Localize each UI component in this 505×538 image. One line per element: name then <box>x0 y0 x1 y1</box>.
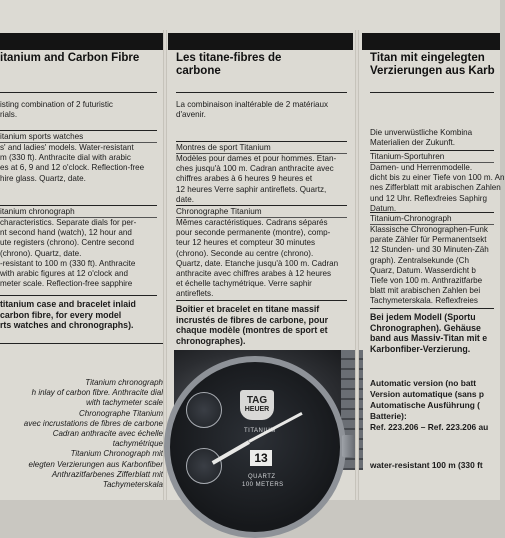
body-line: -resistant to 100 m (330 ft). Anthracite <box>0 258 136 268</box>
bold-line: band aus Massiv-Titan mit e <box>370 333 488 344</box>
body-line: Klassische Chronographen-Funk <box>370 225 488 234</box>
french-chrono-section <box>176 205 347 300</box>
body-line: anthracite avec chiffres arabes à 12 heures <box>176 269 332 279</box>
caption-line: Chronographe Titanium <box>79 408 163 418</box>
body-line: Quartz, date. Etanche jusqu'à 100 m. Cadran <box>176 258 339 268</box>
header-bar <box>0 33 163 50</box>
caption-line: with tachymeter scale <box>86 398 163 408</box>
body-line: meter scale. Reflection-free sapphire <box>0 279 133 289</box>
english-caption <box>0 343 163 490</box>
french-intro <box>176 100 347 120</box>
body-line: pour seconde permanente (montre), comp- <box>176 228 331 238</box>
german-automatic-section <box>370 378 494 433</box>
german-sports-section <box>370 150 505 214</box>
bold-line: carbon fibre, for every model <box>0 309 122 320</box>
caption-line: Anthrazitfarbenes Zifferblatt mit <box>51 469 163 479</box>
french-sports-section <box>176 141 347 205</box>
french-intro-rule <box>176 92 347 93</box>
body-line: parate Zähler für Permanentsekt <box>370 235 487 245</box>
german-title <box>370 52 500 78</box>
body-line: Datum. <box>370 203 397 213</box>
subdial <box>186 448 222 484</box>
caption-line: Titanium chronograph <box>85 378 163 387</box>
body-line: Quarz, Datum. Wasserdicht b <box>370 265 476 275</box>
body-line: graph). Zentralsekunde (Ch <box>370 255 469 265</box>
tag-heuer-logo: TAG HEUER <box>240 390 274 420</box>
english-sports-section <box>0 130 157 184</box>
body-line: hire glass. Quartz, date. <box>0 173 86 183</box>
body-line: (chrono). Seconde au centre (chrono). <box>176 248 314 258</box>
english-chrono-section <box>0 205 157 289</box>
section-heading: Titanium-Sportuhren <box>370 152 445 161</box>
bold-line: incrustés de fibres de carbone, pour <box>176 314 329 325</box>
german-water-resistance <box>370 460 494 471</box>
english-bold-section <box>0 295 157 331</box>
body-line: es at 6, 9 and 12 o'clock. Reflection-free <box>0 163 145 173</box>
column-divider <box>355 30 359 500</box>
body-line: Modèles pour dames et pour hommes. Etan- <box>176 154 337 163</box>
bold-line: Karbonfiber-Verzierung. <box>370 343 471 354</box>
body-line: dicht bis zu einer Tiefe von 100 m. An <box>370 173 505 183</box>
dial-quartz-label: QUARTZ <box>248 474 276 480</box>
bold-line: Bei jedem Modell (Sportu <box>370 312 476 322</box>
body-line: nes Zifferblatt mit arabischen Zahlen <box>370 183 501 193</box>
body-line: blatt mit arabischen Zahlen bei <box>370 286 481 296</box>
intro-line: isting combination of 2 futuristic <box>0 100 113 109</box>
german-chrono-section <box>370 212 494 307</box>
german-intro-rule <box>370 92 494 93</box>
section-heading: Titanium-Chronograph <box>370 214 452 223</box>
body-line: antireflets. <box>176 289 214 299</box>
watch-dial <box>164 356 346 538</box>
automatic-line: Automatic version (no batt <box>370 378 477 388</box>
english-title: itanium and Carbon Fibre <box>0 52 140 64</box>
reference-number: Ref. 223.206 – Ref. 223.206 au <box>370 422 489 432</box>
model-label: TITANIUM <box>244 428 276 434</box>
title-line: Verzierungen aus Karb <box>370 65 495 77</box>
body-line: teur 12 heures et compteur 30 minutes <box>176 238 316 248</box>
date-window: 13 <box>250 450 272 466</box>
bold-line: titanium case and bracelet inlaid <box>0 299 136 309</box>
intro-line: d'avenir. <box>176 110 206 120</box>
caption-line: h inlay of carbon fibre. Anthracite dial <box>31 388 163 398</box>
german-intro <box>370 128 494 148</box>
body-line: with arabic figures at 12 o'clock and <box>0 269 128 279</box>
body-line: ute registers (chrono). Centre second <box>0 238 135 248</box>
watch-photo <box>174 350 359 488</box>
body-line: date. <box>176 194 195 204</box>
body-line: 12 heures Verre saphir antireflets. Quartz, <box>176 184 327 194</box>
section-heading: itanium chronograph <box>0 207 75 216</box>
english-column <box>0 0 163 500</box>
body-line: (chrono). Quartz, date. <box>0 248 82 258</box>
bold-line: chronographes). <box>176 335 246 346</box>
body-line: Tachymeterskala. Reflexfreies <box>370 296 478 306</box>
water-resistant-note: water-resistant 100 m (330 ft <box>370 460 483 470</box>
dial-depth-label: 100 METERS <box>242 482 284 488</box>
body-line: Damen- und Herrenmodelle. <box>370 163 473 172</box>
body-line: nt second hand (watch), 12 hour and <box>0 228 132 238</box>
body-line: ches jusqu'à 100 m. Cadran anthracite avec <box>176 164 334 174</box>
intro-line: Die unverwüstliche Kombina <box>370 128 473 137</box>
english-intro-rule <box>0 92 157 93</box>
automatic-line: Batterie): <box>370 411 407 421</box>
automatic-line: Version automatique (sans p <box>370 389 485 399</box>
german-bold-section <box>370 308 494 354</box>
body-line: und 12 Uhr. Reflexfreies Saphirg <box>370 193 487 203</box>
body-line: m (330 ft). Anthracite dial with arabic <box>0 153 131 163</box>
english-intro <box>0 100 157 120</box>
intro-line: Materialien der Zukunft. <box>370 138 456 148</box>
header-bar <box>168 33 353 50</box>
caption-line: avec incrustations de fibres de carbone <box>23 418 163 428</box>
french-column <box>168 0 353 500</box>
body-line: s' and ladies' models. Water-resistant <box>0 143 134 152</box>
caption-line: Titanium Chronograph mit <box>70 449 163 459</box>
body-line: Tiefe von 100 m. Anthrazitfarbe <box>370 276 483 286</box>
french-bold-section <box>176 300 347 346</box>
automatic-line: Automatische Ausführung ( <box>370 400 480 410</box>
body-line: 12 Stunden- und 30 Minuten-Zäh <box>370 245 489 255</box>
caption-line: Tachymeterskala <box>102 480 163 490</box>
title-line: Titan mit eingelegten <box>370 52 485 64</box>
french-title <box>176 52 353 78</box>
section-heading: itanium sports watches <box>0 132 84 141</box>
bold-line: Boîtier et bracelet en titane massif <box>176 304 320 314</box>
title-line: Les titane-fibres de <box>176 52 282 64</box>
body-line: characteristics. Separate dials for per- <box>0 218 137 227</box>
section-heading: Montres de sport Titanium <box>176 143 271 152</box>
section-heading: Chronographe Titanium <box>176 207 262 216</box>
body-line: chiffres arabes à 6 heures 9 heures et <box>176 174 313 184</box>
caption-line: tachymétrique <box>112 439 163 449</box>
caption-line: elegten Verzierungen aus Karbonfiber <box>28 459 163 469</box>
intro-line: rials. <box>0 110 18 120</box>
caption-line: Cadran anthracite avec échelle <box>52 429 163 439</box>
header-bar <box>362 33 500 50</box>
bold-line: Chronographen). Gehäuse <box>370 322 481 333</box>
hour-hand <box>212 440 250 464</box>
body-line: et échelle tachymétrique. Verre saphir <box>176 279 312 289</box>
intro-line: La combinaison inaltérable de 2 matériaux <box>176 100 329 109</box>
body-line: Mêmes caractéristiques. Cadrans séparés <box>176 218 328 227</box>
bold-line: rts watches and chronographs). <box>0 320 134 331</box>
bold-line: chaque modèle (montres de sport et <box>176 325 328 336</box>
subdial <box>186 392 222 428</box>
title-line: carbone <box>176 65 221 77</box>
german-column <box>362 0 505 500</box>
